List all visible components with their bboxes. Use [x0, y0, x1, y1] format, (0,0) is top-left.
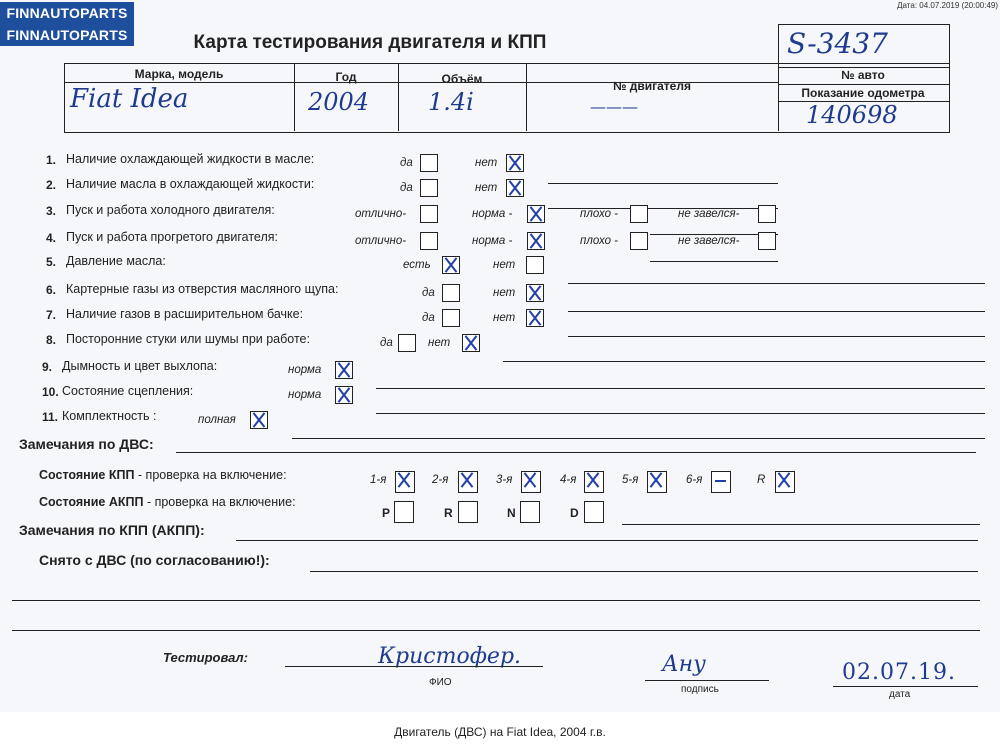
option-label: норма — [288, 389, 322, 401]
item-label: Комплектность : — [62, 409, 157, 423]
checked-checkbox[interactable] — [506, 154, 524, 172]
auto-position-label: R — [444, 506, 453, 520]
gear-checked-checkbox[interactable] — [584, 471, 604, 493]
checked-checkbox[interactable] — [526, 309, 544, 327]
make-model-value: Fiat Idea — [70, 84, 189, 114]
gear-label: 2-я — [432, 474, 449, 486]
checked-checkbox[interactable] — [335, 361, 353, 379]
remark-line — [568, 311, 985, 312]
item-label: Пуск и работа прогретого двигателя: — [66, 230, 278, 244]
option-label: да — [400, 182, 413, 194]
auto-position-label: N — [507, 506, 516, 520]
item-number: 9. — [42, 360, 53, 374]
gear-checked-checkbox[interactable] — [521, 471, 541, 493]
option-label: отлично- — [355, 235, 407, 247]
empty-checkbox[interactable] — [630, 205, 648, 223]
item-label: Состояние сцепления: — [62, 384, 194, 398]
removed-label: Снято с ДВС (по согласованию!): — [39, 552, 270, 568]
item-label: Наличие газов в расширительном бачке: — [66, 307, 304, 321]
page-title: Карта тестирования двигателя и КПП — [193, 32, 547, 53]
remark-line — [650, 261, 778, 262]
engine-no-header: № двигателя — [613, 79, 691, 93]
gear-checked-checkbox[interactable] — [458, 471, 478, 493]
empty-checkbox[interactable] — [630, 232, 648, 250]
gear-dash-checkbox[interactable] — [711, 471, 731, 493]
item-number: 4. — [46, 231, 57, 245]
remark-line — [376, 388, 985, 389]
item-label: Пуск и работа холодного двигателя: — [66, 203, 275, 217]
checked-checkbox[interactable] — [462, 334, 480, 352]
checked-checkbox[interactable] — [250, 411, 268, 429]
option-label: нет — [493, 259, 516, 271]
engine-no-value: ——— — [590, 97, 638, 116]
auto-position-label: P — [382, 506, 391, 520]
item-number: 3. — [46, 204, 57, 218]
volume-value: 1.4i — [428, 88, 474, 116]
item-number: 7. — [46, 308, 57, 322]
odometer-value: 140698 — [806, 101, 898, 129]
option-label: есть — [403, 259, 431, 271]
checked-checkbox[interactable] — [527, 205, 545, 223]
make-model-header: Марка, модель — [134, 67, 224, 81]
gear-label: 4-я — [560, 474, 577, 486]
year-header: Год — [335, 70, 357, 84]
remark-line — [568, 283, 985, 284]
checked-checkbox[interactable] — [506, 179, 524, 197]
empty-checkbox[interactable] — [442, 309, 460, 327]
checked-checkbox[interactable] — [335, 386, 353, 404]
year-value: 2004 — [308, 88, 370, 116]
checked-checkbox[interactable] — [526, 284, 544, 302]
engine-remarks-label: Замечания по ДВС: — [19, 436, 154, 452]
auto-position-checkbox[interactable] — [520, 501, 540, 523]
option-label: норма — [288, 364, 322, 376]
item-number: 8. — [46, 333, 57, 347]
option-label: не завелся- — [678, 208, 740, 220]
gearbox-remarks-label: Замечания по КПП (АКПП): — [19, 522, 205, 538]
gear-checked-checkbox[interactable] — [775, 471, 795, 493]
signature-caption: подпись — [681, 684, 719, 695]
option-label: нет — [493, 312, 516, 324]
empty-checkbox[interactable] — [420, 154, 438, 172]
option-label: нет — [475, 157, 498, 169]
option-label: отлично- — [355, 208, 407, 220]
item-number: 2. — [46, 178, 57, 192]
remark-line — [503, 361, 985, 362]
stock-number: S-3437 — [787, 27, 888, 60]
image-caption: Двигатель (ДВС) на Fiat Idea, 2004 г.в. — [394, 725, 606, 739]
option-label: не завелся- — [678, 235, 740, 247]
gear-label: 1-я — [370, 474, 387, 486]
empty-checkbox[interactable] — [758, 232, 776, 250]
option-label: норма - — [472, 208, 513, 220]
auto-position-checkbox[interactable] — [458, 501, 478, 523]
checked-checkbox[interactable] — [442, 256, 460, 274]
auto-position-checkbox[interactable] — [394, 501, 414, 523]
option-label: да — [380, 337, 393, 349]
item-label: Наличие охлаждающей жидкости в масле: — [66, 152, 315, 166]
item-label: Давление масла: — [66, 254, 166, 268]
item-number: 5. — [46, 255, 57, 269]
item-number: 6. — [46, 283, 57, 297]
option-label: нет — [428, 337, 451, 349]
gear-label: 3-я — [496, 474, 513, 486]
stock-number-box — [778, 24, 950, 68]
remark-line — [376, 413, 985, 414]
auto-gearbox-label: Состояние АКПП - проверка на включение: — [39, 495, 296, 509]
item-number: 11. — [42, 410, 59, 424]
watermark-logo: FINNAUTOPARTS — [0, 24, 134, 46]
remark-line — [292, 438, 985, 439]
remark-line — [548, 183, 778, 184]
manual-gearbox-label: Состояние КПП - проверка на включение: — [39, 468, 287, 482]
empty-checkbox[interactable] — [420, 232, 438, 250]
empty-checkbox[interactable] — [442, 284, 460, 302]
volume-header: Объём — [441, 72, 483, 86]
watermark-logo: FINNAUTOPARTS — [0, 2, 134, 24]
item-label: Наличие масла в охлаждающей жидкости: — [66, 177, 315, 191]
empty-checkbox[interactable] — [398, 334, 416, 352]
gear-checked-checkbox[interactable] — [395, 471, 415, 493]
item-label: Посторонние стуки или шумы при работе: — [66, 332, 310, 346]
option-label: плохо - — [580, 208, 618, 220]
gear-checked-checkbox[interactable] — [647, 471, 667, 493]
item-label: Картерные газы из отверстия масляного щупа: — [66, 282, 339, 296]
empty-checkbox[interactable] — [420, 179, 438, 197]
gear-label: R — [757, 474, 766, 486]
tested-label: Тестировал: — [163, 650, 248, 665]
odometer-header: Показание одометра — [801, 86, 925, 100]
auto-position-label: D — [570, 506, 579, 520]
option-label: полная — [198, 414, 236, 426]
option-label: нет — [493, 287, 516, 299]
empty-checkbox[interactable] — [526, 256, 544, 274]
option-label: да — [422, 312, 435, 324]
date-caption: дата — [889, 689, 911, 700]
auto-position-checkbox[interactable] — [584, 501, 604, 523]
item-number: 10. — [42, 385, 59, 399]
name-caption: ФИО — [429, 677, 452, 688]
option-label: норма - — [472, 235, 513, 247]
option-label: нет — [475, 182, 498, 194]
date-stamp: Дата: 04.07.2019 (20:00:49) — [897, 1, 998, 10]
empty-checkbox[interactable] — [758, 205, 776, 223]
gear-label: 5-я — [622, 474, 639, 486]
remark-line — [568, 336, 985, 337]
auto-no-header: № авто — [841, 68, 885, 82]
option-label: да — [400, 157, 413, 169]
tester-name: Кристофер. — [378, 644, 522, 669]
test-date: 02.07.19. — [842, 660, 956, 685]
signature: Ану — [662, 652, 706, 677]
item-number: 1. — [46, 153, 57, 167]
option-label: да — [422, 287, 435, 299]
checked-checkbox[interactable] — [527, 232, 545, 250]
option-label: плохо - — [580, 235, 618, 247]
item-label: Дымность и цвет выхлопа: — [62, 359, 218, 373]
empty-checkbox[interactable] — [420, 205, 438, 223]
gear-label: 6-я — [686, 474, 703, 486]
